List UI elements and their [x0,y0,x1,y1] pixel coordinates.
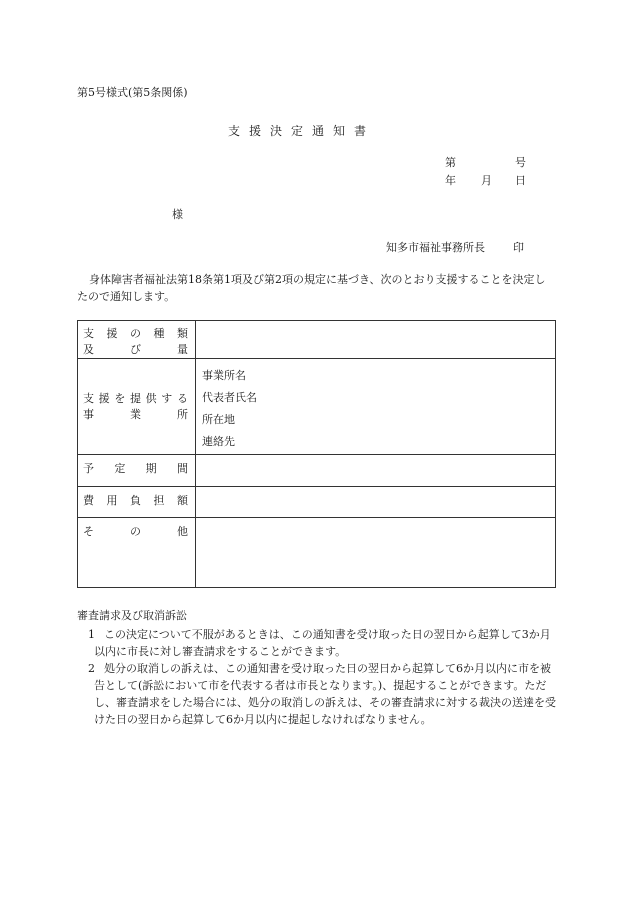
label-char: の [130,525,141,538]
label-char: 及 [83,343,94,356]
date-month: 月 [481,174,492,187]
label-char: 類 [177,327,188,340]
table-row-cost [78,487,556,518]
label-char: 用 [106,494,118,507]
label-char: の [130,327,141,340]
form-number: 第5号様式(第5条関係) [77,86,188,99]
label-char: 提 [129,391,141,405]
label-line [78,391,195,407]
label-line [78,326,195,342]
value-cost[interactable] [196,487,556,518]
label-provider [78,359,196,455]
label-type-amount [78,321,196,359]
label-char: 額 [177,494,188,507]
value-other[interactable] [196,518,556,588]
label-char: 事 [83,407,94,421]
note-item [78,626,556,660]
sender-name: 知多市福祉事務所長 [386,241,485,254]
value-type-amount[interactable] [196,321,556,359]
label-char: 供 [145,391,157,405]
body-text: 身体障害者福祉法第18条第1項及び第2項の規定に基づき、次のとおり支援することを決定したので通知します。 [77,273,546,303]
label-char: 間 [176,462,188,475]
label-char: 種 [153,327,165,340]
note-number: 1 [88,628,95,641]
label-char: る [176,391,188,405]
label-period [78,455,196,487]
label-char: 他 [177,525,188,538]
table-row-type [78,321,556,359]
doc-number-suffix: 号 [515,156,526,169]
label-char: を [114,391,126,405]
label-char: 支 [83,327,94,340]
value-provider[interactable] [196,359,556,455]
table-row-provider [78,359,556,455]
label-char: 支 [83,391,94,405]
note-item [78,660,556,728]
doc-number-prefix: 第 [445,156,456,169]
label-char: 援 [106,327,118,340]
decision-table [77,320,556,588]
label-char: 負 [130,494,141,507]
addressee-honorific: 様 [172,208,183,221]
label-line [78,342,195,358]
label-char: 援 [98,391,110,405]
label-char: び [130,343,141,356]
note-text: この決定について不服があるときは、この通知書を受け取った日の翌日から起算して3か月以内に市長に対し審査請求をすることができます。 [94,628,551,658]
label-char: そ [83,525,94,538]
table-row-period [78,455,556,487]
label-char: 担 [153,494,165,507]
label-char: 量 [177,343,188,356]
label-char: 所 [177,407,188,421]
label-char: 期 [145,462,157,475]
label-char: 予 [83,462,94,475]
field-contact: 連絡先 [202,435,235,448]
label-line [78,407,195,423]
date-day: 日 [515,174,526,187]
field-representative: 代表者氏名 [202,391,257,404]
label-cost [78,487,196,518]
document-title: 支援決定通知書 [228,124,376,138]
seal-mark: 印 [513,241,524,254]
label-char: 業 [130,407,141,421]
field-address: 所在地 [202,413,235,426]
label-char: 費 [83,494,94,507]
field-business-name: 事業所名 [202,369,246,382]
note-number: 2 [88,662,95,675]
value-period[interactable] [196,455,556,487]
label-char: 定 [114,462,126,475]
date-year: 年 [445,174,456,187]
label-other [78,518,196,588]
label-char: す [161,391,173,405]
note-text: 処分の取消しの訴えは、この通知書を受け取った日の翌日から起算して6か月以内に市を被告として(訴訟において市を代表する者は市長となります。)、提起することができます。ただし、審査請求をした場合には、処分の取消しの訴えは、その審査請求に対する裁決の送達を受けた日の翌日から起算して6か月以内に提起しなければなりません。 [94,662,556,726]
table-row-other [78,518,556,588]
notes-heading: 審査請求及び取消訴訟 [77,609,187,622]
